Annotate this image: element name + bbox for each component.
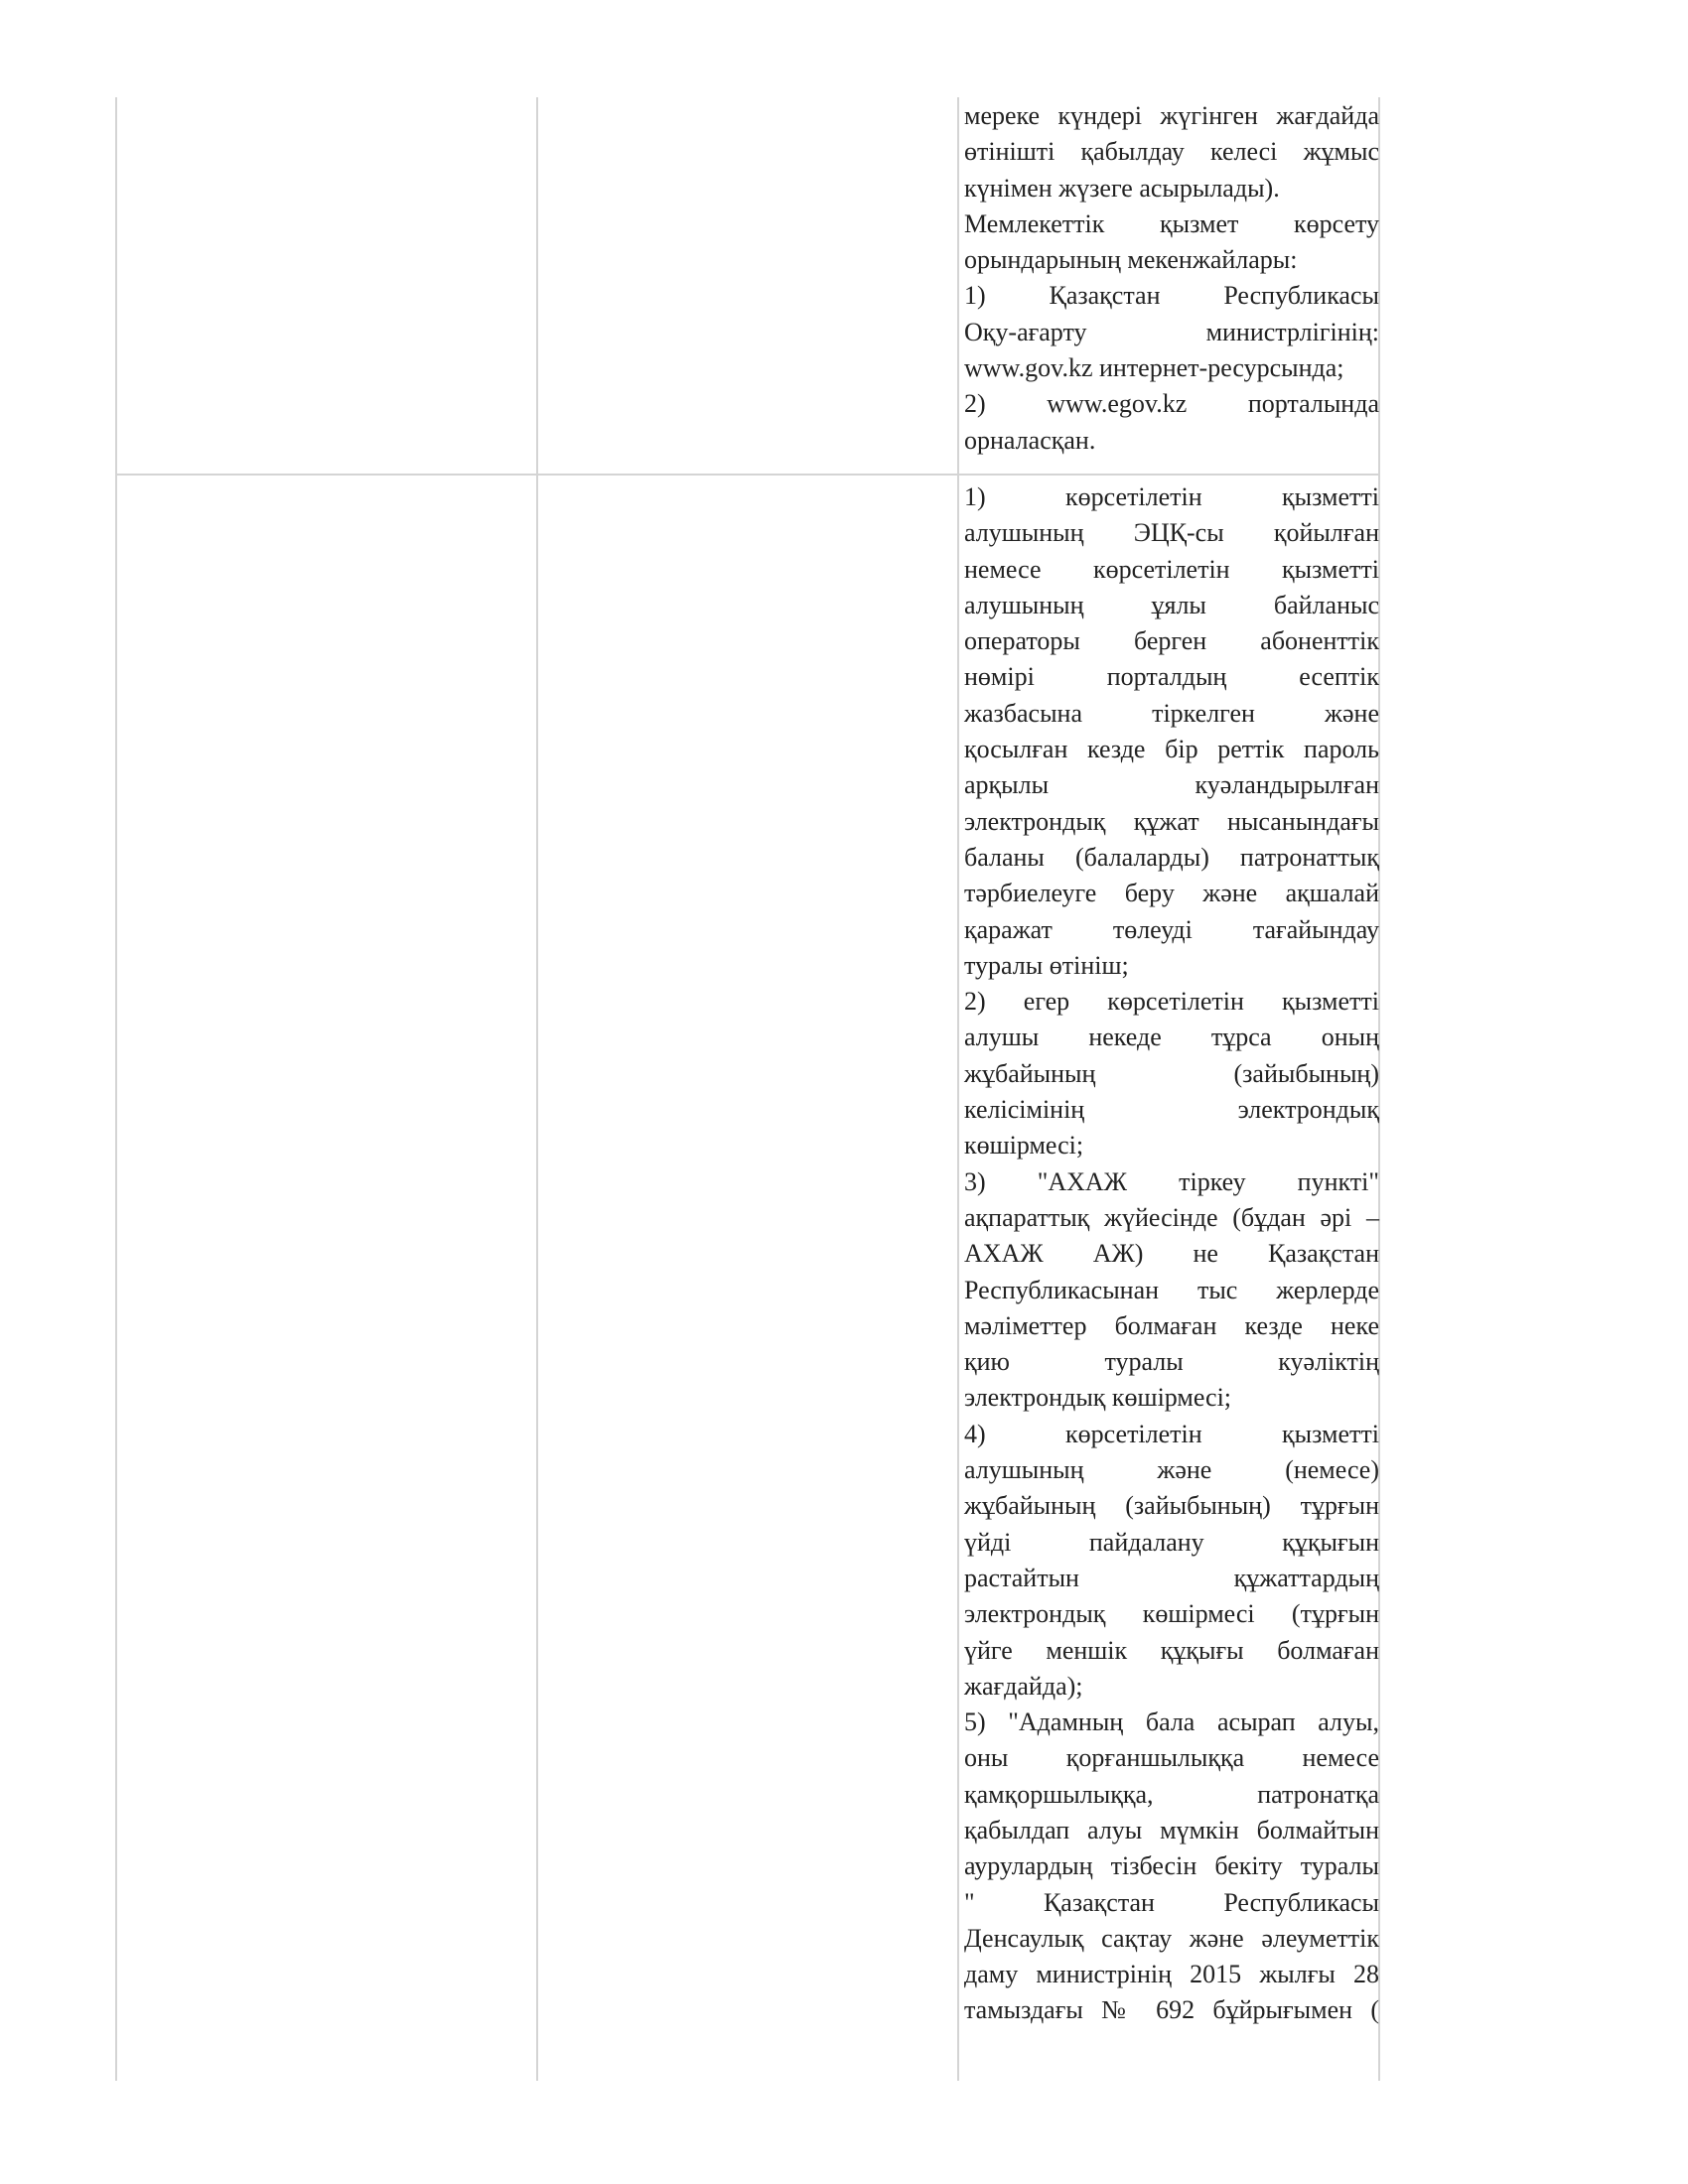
text-line: қамқоршылыққа, патронатқа bbox=[964, 1779, 1379, 1809]
text-line: арқылы куәландырылған bbox=[964, 770, 1379, 800]
text-line: алушы некеде тұрса оның bbox=[964, 1023, 1379, 1052]
text-line: www.gov.kz интернет-ресурсында; bbox=[964, 353, 1344, 383]
text-line: электрондық көшірмесі; bbox=[964, 1383, 1232, 1413]
text-line: қабылдап алуы мүмкін болмайтын bbox=[964, 1815, 1379, 1844]
text-line: ақпараттық жүйесінде (бұдан әрі – bbox=[964, 1202, 1379, 1232]
text-line: қаражат төлеуді тағайындау bbox=[964, 914, 1379, 944]
text-line: немесе көрсетілетін қызметті bbox=[964, 554, 1379, 584]
text-line: жазбасына тіркелген және bbox=[964, 698, 1379, 728]
text-line: жұбайының (зайыбының) bbox=[964, 1058, 1379, 1088]
text-line: оны қорғаншылыққа немесе bbox=[964, 1743, 1379, 1773]
text-line: аурулардың тізбесін бекіту туралы bbox=[964, 1851, 1379, 1881]
table-cell-row2-col3 bbox=[964, 479, 1379, 2029]
text-line: 5) "Адамның бала асырап алуы, bbox=[964, 1707, 1379, 1737]
text-line: 2) егер көрсетілетін қызметті bbox=[964, 987, 1379, 1017]
text-line: көшірмесі; bbox=[964, 1131, 1084, 1160]
text-line: алушының ЭЦҚ-сы қойылған bbox=[964, 518, 1379, 548]
table-cell-row1-col3 bbox=[964, 98, 1379, 459]
text-line: үйді пайдалану құқығын bbox=[964, 1527, 1379, 1557]
text-line: тамыздағы № 692 бұйрығымен ( bbox=[964, 1995, 1379, 2025]
table-cell-row1-col1 bbox=[117, 97, 536, 474]
text-line: тәрбиелеуге беру және ақшалай bbox=[964, 879, 1379, 908]
text-line: 3) "АХАЖ тіркеу пункті" bbox=[964, 1166, 1379, 1196]
text-line: күнімен жүзеге асырылады). bbox=[964, 173, 1280, 203]
text-line: электрондық құжат нысанындағы bbox=[964, 806, 1379, 836]
text-line: " Қазақстан Республикасы bbox=[964, 1887, 1379, 1917]
text-line: өтінішті қабылдау келесі жұмыс bbox=[964, 137, 1379, 167]
table-cell-row2-col2 bbox=[538, 476, 957, 2081]
text-line: алушының және (немесе) bbox=[964, 1455, 1379, 1485]
table-border-col3 bbox=[957, 97, 959, 2081]
text-line: операторы берген абоненттік bbox=[964, 626, 1379, 656]
text-line: алушының ұялы байланыс bbox=[964, 590, 1379, 619]
text-line: 1) Қазақстан Республикасы bbox=[964, 281, 1379, 311]
text-line: электрондық көшірмесі (тұрғын bbox=[964, 1599, 1379, 1629]
table-cell-row1-col2 bbox=[538, 97, 957, 474]
text-line: жағдайда); bbox=[964, 1671, 1083, 1701]
text-line: орналасқан. bbox=[964, 425, 1096, 455]
text-line: Республикасынан тыс жерлерде bbox=[964, 1275, 1379, 1304]
text-line: 1) көрсетілетін қызметті bbox=[964, 482, 1379, 511]
text-line: Оқу-ағарту министрлігінің: bbox=[964, 317, 1379, 346]
text-line: растайтын құжаттардың bbox=[964, 1563, 1379, 1592]
text-line: АХАЖ АЖ) не Қазақстан bbox=[964, 1239, 1379, 1269]
text-line: қосылған кезде бір реттік пароль bbox=[964, 735, 1379, 764]
text-line: Денсаулық сақтау және әлеуметтік bbox=[964, 1923, 1379, 1953]
text-line: үйге меншік құқығы болмаған bbox=[964, 1635, 1379, 1665]
table-cell-row2-col1 bbox=[117, 476, 536, 2081]
text-line: орындарының мекенжайлары: bbox=[964, 245, 1298, 275]
text-line: Мемлекеттік қызмет көрсету bbox=[964, 208, 1379, 238]
text-line: мәліметтер болмаған кезде неке bbox=[964, 1310, 1379, 1340]
text-line: жұбайының (зайыбының) тұрғын bbox=[964, 1491, 1379, 1521]
text-line: даму министрінің 2015 жылғы 28 bbox=[964, 1960, 1379, 1989]
text-line: 4) көрсетілетін қызметті bbox=[964, 1419, 1379, 1448]
text-line: баланы (балаларды) патронаттық bbox=[964, 842, 1379, 872]
text-line: қию туралы куәліктің bbox=[964, 1347, 1379, 1377]
text-line: 2) www.egov.kz порталында bbox=[964, 389, 1379, 419]
text-line: келісімінің электрондық bbox=[964, 1095, 1379, 1125]
text-line: туралы өтініш; bbox=[964, 950, 1129, 980]
text-line: нөмірі порталдың есептік bbox=[964, 662, 1379, 692]
text-line: мереке күндері жүгінген жағдайда bbox=[964, 101, 1379, 130]
